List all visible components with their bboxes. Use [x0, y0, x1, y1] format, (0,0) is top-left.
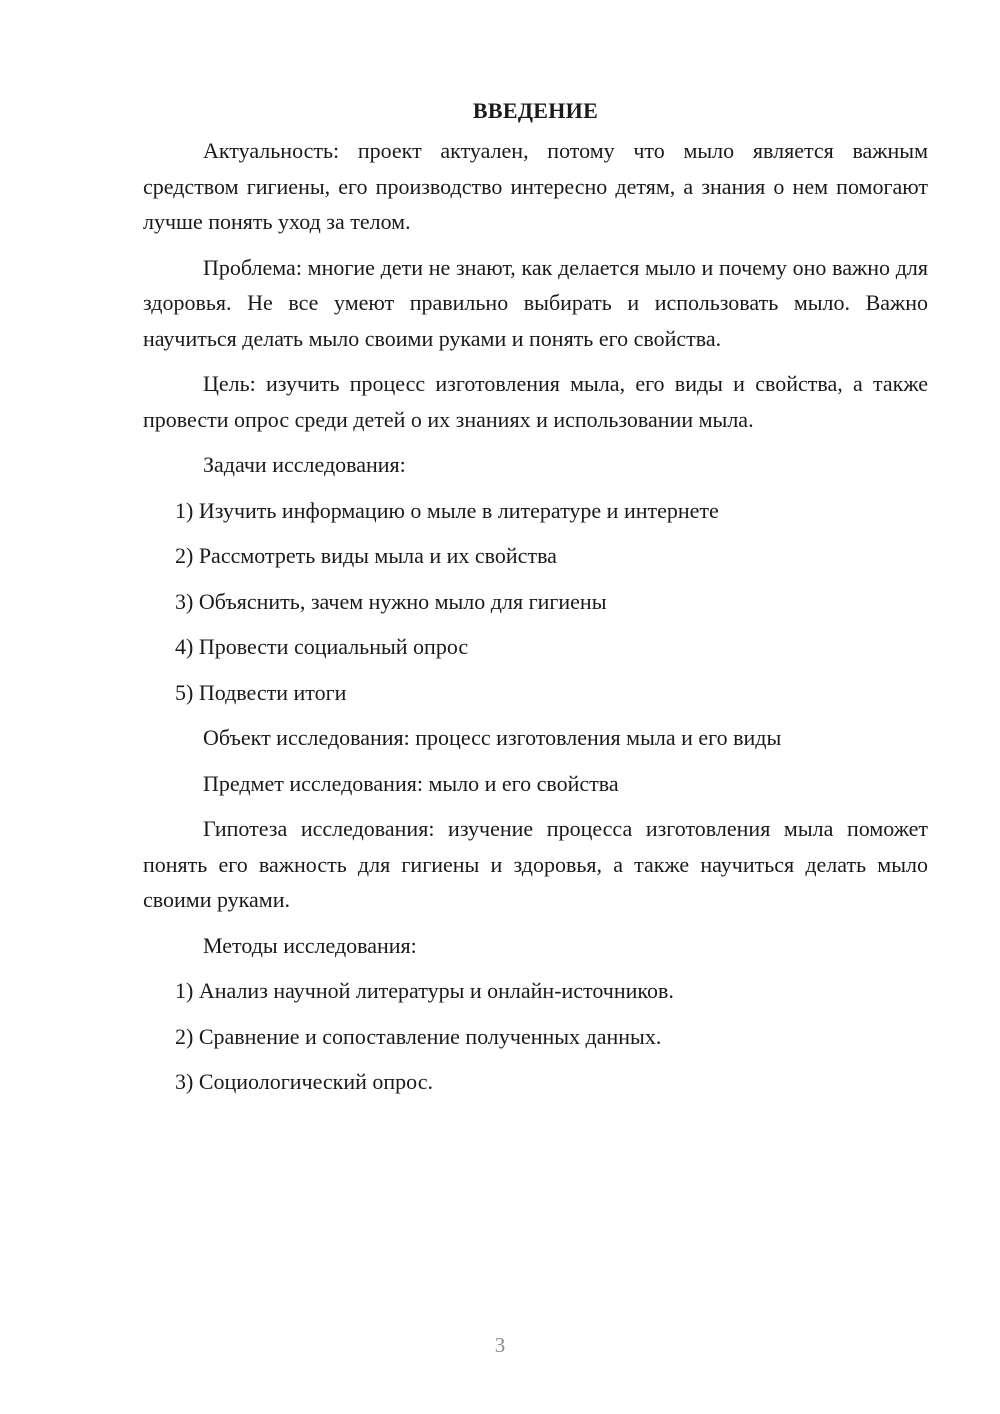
list-item: 3) Социологический опрос.: [175, 1069, 433, 1094]
methods-title: Методы исследования:: [203, 932, 417, 958]
section-heading: ВВЕДЕНИЕ: [472, 98, 599, 123]
research-subject: Предмет исследования: мыло и его свойства: [203, 770, 619, 796]
list-item: 1) Анализ научной литературы и онлайн-источников.: [175, 978, 674, 1003]
tasks-list: [143, 493, 928, 711]
list-item: 4) Провести социальный опрос: [175, 634, 469, 659]
methods-list: [143, 973, 928, 1100]
list-item: 2) Сравнение и сопоставление полученных данных.: [175, 1023, 662, 1049]
list-item: 3) Объяснить, зачем нужно мыло для гигиены: [175, 588, 607, 614]
page-number: 3: [494, 1333, 506, 1357]
document-page: [143, 95, 928, 1110]
problem-paragraph: Проблема: многие дети не знают, как делается мыло и почему оно важно для здоровья. Не все умеют правильно выбирать и использовать мыло. Важно научиться делать мыло своими руками и понять его свойства.: [143, 254, 928, 351]
list-item: 2) Рассмотреть виды мыла и их свойства: [175, 543, 557, 568]
hypothesis-paragraph: Гипотеза исследования: изучение процесса изготовления мыла поможет понять его важность для гигиены и здоровья, а также научиться делать мыло своими руками.: [143, 816, 928, 912]
relevance-paragraph: Актуальность: проект актуален, потому что мыло является важным средством гигиены, его производство интересно детям, а знания о нем помогают лучше понять уход за телом.: [143, 138, 928, 234]
goal-paragraph: Цель: изучить процесс изготовления мыла, его виды и свойства, а также провести опрос среди детей о их знаниях и использовании мыла.: [143, 371, 928, 432]
tasks-title: Задачи исследования:: [203, 452, 406, 477]
list-item: 5) Подвести итоги: [175, 679, 347, 705]
research-object: Объект исследования: процесс изготовления мыла и его виды: [203, 725, 782, 750]
list-item: 1) Изучить информацию о мыле в литературе и интернете: [175, 497, 719, 523]
